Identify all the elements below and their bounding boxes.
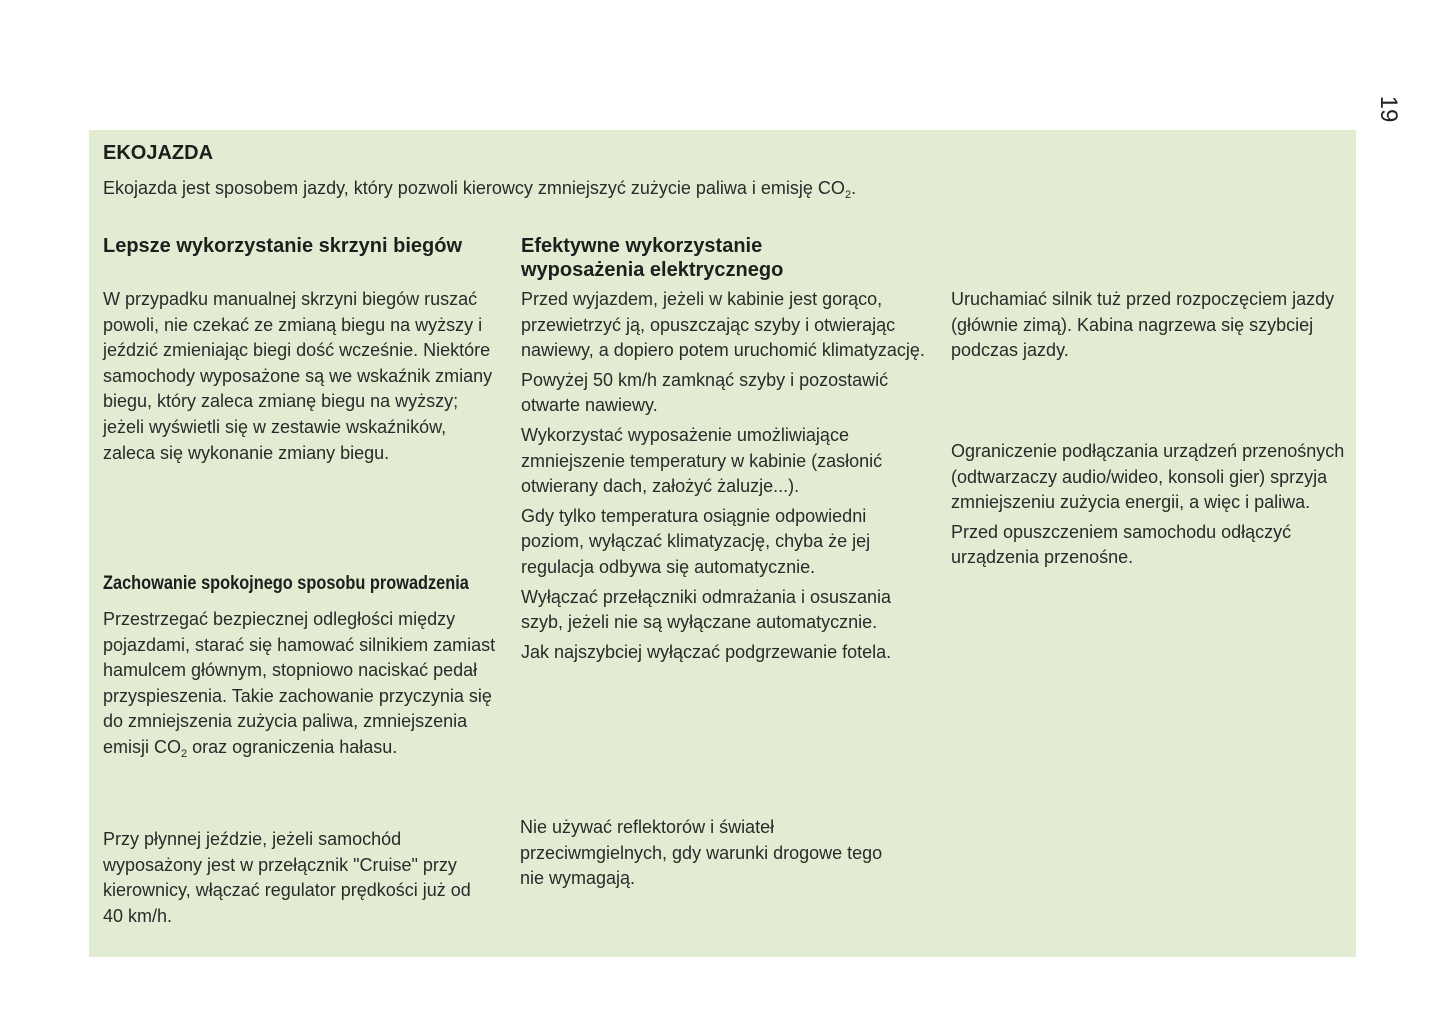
electrical-paragraphs bbox=[521, 287, 931, 669]
intro-subscript: 2 bbox=[844, 189, 852, 201]
electrical-paragraph: Gdy tylko temperatura osiągnie odpowiedni poziom, wyłączać klimatyzację, chyba że jej regulacja odbywa się automatycznie. bbox=[521, 505, 871, 577]
calm-driving-body: Przestrzegać bezpiecznej odległości między pojazdami, starać się hamować silnikiem zamiast hamulcem głównym, stopniowo naciskać pedał przyspieszenia. Takie zachowanie przyczynia się do zmniejszenia zużycia paliwa, zmniejszenia emisji CO bbox=[103, 609, 496, 757]
portable-devices-paragraph: Ograniczenie podłączania urządzeń przenośnych (odtwarzaczy audio/wideo, konsoli gier) sprzyja zmniejszeniu zużycia energii, a więc i paliwa. bbox=[951, 441, 1345, 513]
electrical-paragraph: Wykorzystać wyposażenie umożliwiające zmniejszenie temperatury w kabinie (zasłonić otwierany dach, założyć żaluzje...). bbox=[521, 424, 883, 497]
disconnect-devices-paragraph: Przed opuszczeniem samochodu odłączyć urządzenia przenośne. bbox=[951, 521, 1292, 568]
electrical-heading: Efektywne wykorzystanie wyposażenia elektrycznego bbox=[521, 235, 784, 281]
gearbox-heading: Lepsze wykorzystanie skrzyni biegów bbox=[103, 235, 463, 257]
section-title: EKOJAZDA bbox=[103, 142, 214, 164]
cruise-paragraph: Przy płynnej jeździe, jeżeli samochód wyposażony jest w przełącznik "Cruise" przy kierownicy, włączać regulator prędkości już od 40 km/h. bbox=[103, 829, 471, 926]
gearbox-paragraph: W przypadku manualnej skrzyni biegów ruszać powoli, nie czekać ze zmianą biegu na wyższy i jeździć zmieniając biegi dość wcześnie. Niektóre samochody wyposażone są we wskaźnik zmiany biegu, który zaleca zmianę biegu na wyższy; jeżeli wyświetli się w zestawie wskaźników, zaleca się wykonanie zmiany biegu. bbox=[103, 289, 493, 463]
intro-suffix: . bbox=[851, 178, 857, 198]
engine-start-paragraph: Uruchamiać silnik tuż przed rozpoczęciem jazdy (głównie zimą). Kabina nagrzewa się szybciej podczas jazdy. bbox=[951, 289, 1335, 361]
intro-text bbox=[103, 178, 856, 199]
calm-driving-subscript: 2 bbox=[181, 747, 188, 760]
ecodriving-panel bbox=[89, 130, 1356, 957]
electrical-paragraph: Powyżej 50 km/h zamknąć szyby i pozostawić otwarte nawiewy. bbox=[521, 369, 889, 416]
page-number: 19 bbox=[1375, 95, 1402, 123]
electrical-paragraph: Wyłączać przełączniki odmrażania i osuszania szyb, jeżeli nie są wyłączane automatycznie. bbox=[521, 586, 891, 633]
electrical-paragraph: Przed wyjazdem, jeżeli w kabinie jest gorąco, przewietrzyć ją, opuszczając szyby i otwierając nawiewy, a dopiero potem uruchomić klimatyzację. bbox=[521, 289, 925, 361]
calm-driving-suffix: oraz ograniczenia hałasu. bbox=[187, 736, 398, 757]
portable-devices-paragraphs bbox=[951, 439, 1346, 575]
intro-body: Ekojazda jest sposobem jazdy, który pozwoli kierowcy zmniejszyć zużycie paliwa i emisję CO bbox=[103, 178, 845, 198]
calm-driving-paragraph bbox=[103, 607, 498, 761]
electrical-paragraph: Jak najszybciej wyłączać podgrzewanie fotela. bbox=[521, 641, 892, 662]
calm-driving-heading: Zachowanie spokojnego sposobu prowadzenia bbox=[103, 573, 469, 594]
fog-lights-paragraph: Nie używać reflektorów i świateł przeciwmgielnych, gdy warunki drogowe tego nie wymagają. bbox=[520, 817, 883, 889]
